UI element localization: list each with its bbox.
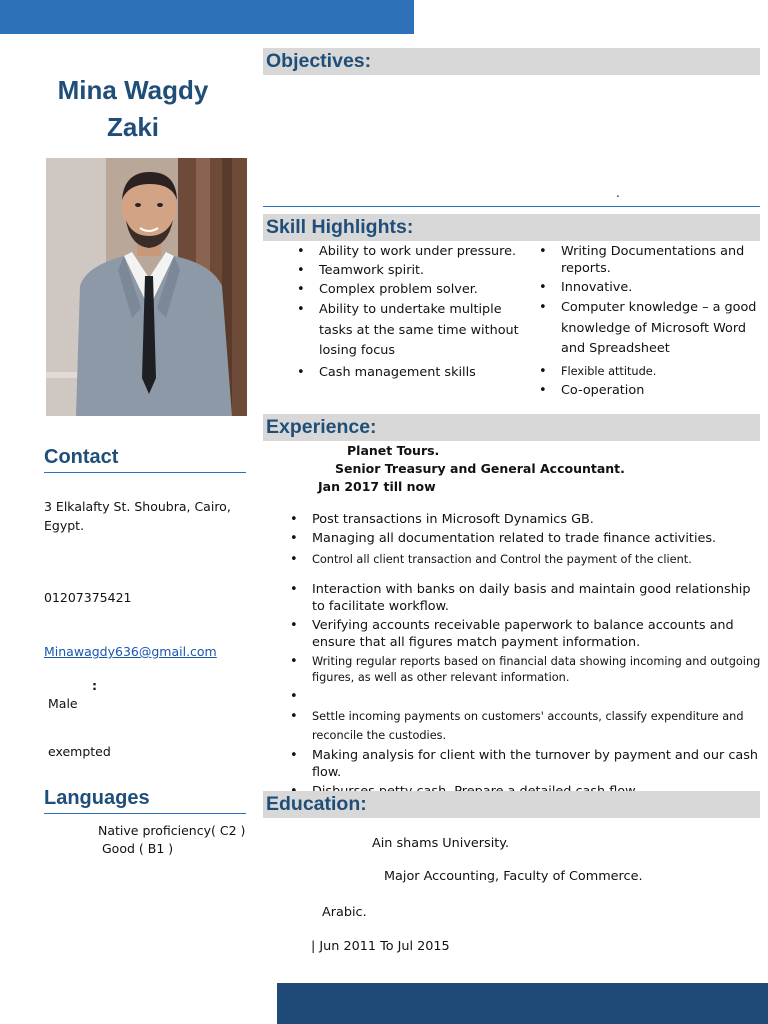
address — [44, 497, 231, 535]
top-accent-bar — [0, 0, 414, 34]
education-heading: Education: — [266, 793, 367, 815]
list-item: • Making analysis for client with the turnover by payment and our cash flow. — [284, 747, 762, 781]
objectives-divider — [263, 206, 760, 207]
experience-heading: Experience: — [266, 416, 377, 438]
person-portrait-icon — [46, 158, 247, 416]
list-item: • Control all client transaction and Control the payment of the client. — [284, 551, 762, 568]
military-status: exempted — [48, 744, 111, 759]
list-item: • Writing Documentations and reports. — [533, 243, 758, 277]
list-item: • Ability to work under pressure. — [291, 243, 521, 260]
objectives-section-bar — [263, 48, 760, 75]
objectives-heading: Objectives: — [266, 50, 372, 72]
objectives-text: . — [616, 186, 620, 200]
list-item: • Cash management skills — [291, 364, 521, 381]
language-item: Good ( B1 ) — [102, 841, 174, 856]
languages-heading: Languages — [44, 785, 246, 814]
company-name: Planet Tours. — [347, 443, 440, 458]
skills-left-list — [291, 243, 521, 381]
list-item: • Interaction with banks on daily basis and maintain good relationship to facilitate workflow. — [284, 581, 762, 615]
university: Ain shams University. — [372, 836, 510, 851]
name-line-1: Mina Wagdy — [57, 75, 209, 105]
list-item: • Ability to undertake multiple tasks at the same time without losing focus — [291, 300, 521, 362]
address-line-2: Egypt. — [44, 518, 85, 533]
education-section-bar — [263, 791, 760, 818]
colon-mark: : — [92, 678, 97, 693]
email-link[interactable] — [44, 642, 217, 661]
name-line-2: Zaki — [106, 112, 160, 142]
list-item: • Verifying accounts receivable paperwork to balance accounts and ensure that all figures match payment information. — [284, 617, 762, 651]
list-item: • Innovative. — [533, 279, 758, 296]
contact-heading: Contact — [44, 444, 246, 473]
candidate-name — [28, 72, 238, 146]
study-period: | Jun 2011 To Jul 2015 — [311, 939, 450, 954]
list-item: • Post transactions in Microsoft Dynamics GB. — [284, 511, 762, 528]
phone-number: 01207375421 — [44, 590, 132, 605]
gender: Male — [48, 696, 78, 711]
list-item: • Writing regular reports based on financial data showing incoming and outgoing figures, as well as other relevant information. — [284, 654, 762, 686]
skills-section-bar — [263, 214, 760, 241]
skills-right-list — [533, 243, 758, 399]
list-item: • Computer knowledge – a good knowledge of Microsoft Word and Spreadsheet — [533, 298, 758, 360]
list-item: • Complex problem solver. — [291, 281, 521, 298]
list-item — [284, 688, 762, 705]
job-period: Jan 2017 till now — [318, 479, 436, 494]
skills-heading: Skill Highlights: — [266, 216, 414, 238]
list-item: • Managing all documentation related to trade finance activities. — [284, 530, 762, 547]
language-item: Native proficiency( C2 ) — [98, 823, 246, 838]
address-line-1: 3 Elkalafty St. Shoubra, Cairo, — [44, 499, 231, 514]
email-address[interactable]: Minawagdy636@gmail.com — [44, 644, 217, 659]
bottom-accent-bar — [277, 983, 768, 1024]
list-item: • Flexible attitude. — [533, 363, 758, 380]
experience-duties-list — [284, 511, 762, 800]
study-language: Arabic. — [322, 905, 367, 920]
major: Major Accounting, Faculty of Commerce. — [384, 869, 643, 884]
profile-photo — [46, 158, 247, 416]
job-title: Senior Treasury and General Accountant. — [335, 461, 625, 476]
experience-section-bar — [263, 414, 760, 441]
list-item: • Co-operation — [533, 382, 758, 399]
list-item: • Settle incoming payments on customers' accounts, classify expenditure and reconcile the custodies. — [284, 707, 762, 745]
list-item: • Teamwork spirit. — [291, 262, 521, 279]
